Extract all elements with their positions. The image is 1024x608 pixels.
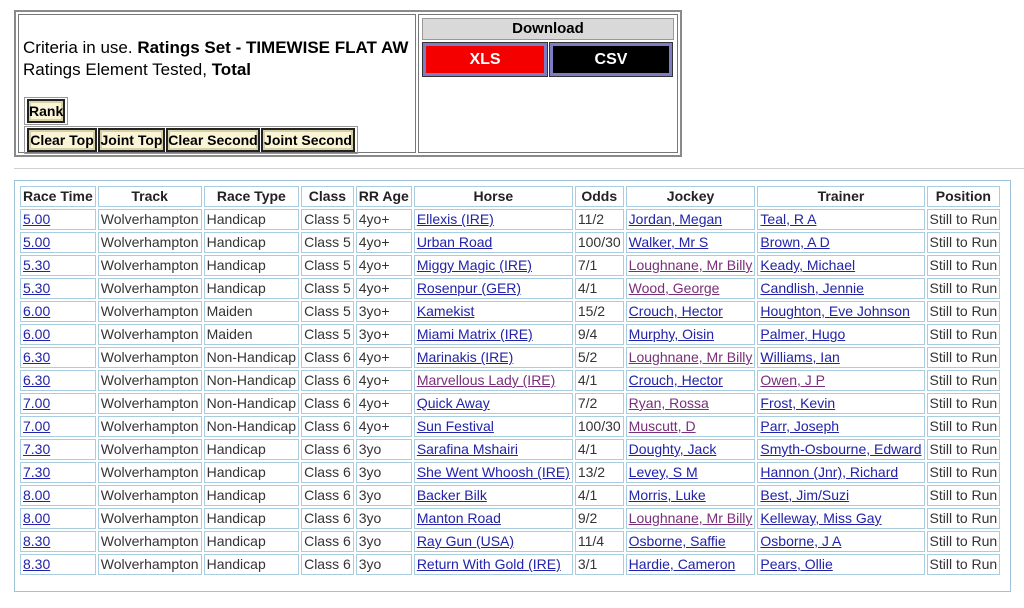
track-cell: Wolverhampton [98,393,202,414]
odds-cell: 11/4 [575,531,624,552]
trainer-link[interactable]: Best, Jim/Suzi [760,487,850,503]
table-row [20,347,1000,368]
table-row [20,508,1000,529]
column-header-race-time: Race Time [20,186,96,207]
class-cell: Class 5 [301,324,354,345]
class-cell: Class 6 [301,531,354,552]
trainer-link[interactable]: Brown, A D [760,234,830,250]
column-header-track: Track [98,186,202,207]
jockey-cell [626,508,756,529]
odds-cell: 7/1 [575,255,624,276]
jockey-cell [626,255,756,276]
rr-age-cell: 4yo+ [356,209,412,230]
race-type-cell: Maiden [204,324,300,345]
criteria-cell [18,14,416,153]
criteria-label: Criteria in use. [23,38,138,57]
table-header-row [20,186,1000,207]
jockey-link[interactable]: Doughty, Jack [628,441,717,457]
joint-top-button[interactable]: Joint Top [98,128,165,152]
race-time-cell [20,462,96,483]
trainer-link[interactable]: Keady, Michael [760,257,856,273]
table-row [20,462,1000,483]
table-row [20,209,1000,230]
horse-cell [414,485,573,506]
trainer-link[interactable]: Osborne, J A [760,533,842,549]
jockey-cell [626,209,756,230]
track-cell: Wolverhampton [98,462,202,483]
trainer-cell [757,462,924,483]
class-cell: Class 5 [301,232,354,253]
criteria-panel [14,10,682,157]
race-type-cell: Non-Handicap [204,370,300,391]
column-header-class: Class [301,186,354,207]
position-cell: Still to Run [927,324,1001,345]
jockey-link[interactable]: Morris, Luke [628,487,706,503]
class-cell: Class 6 [301,347,354,368]
race-time-cell [20,531,96,552]
trainer-cell [757,393,924,414]
odds-cell: 11/2 [575,209,624,230]
track-cell: Wolverhampton [98,278,202,299]
class-cell: Class 5 [301,209,354,230]
download-csv-button[interactable]: CSV [550,43,672,76]
race-time-link[interactable]: 5.30 [23,280,51,296]
odds-cell: 3/1 [575,554,624,575]
jockey-link[interactable]: Levey, S M [628,464,698,480]
position-cell: Still to Run [927,416,1001,437]
class-cell: Class 5 [301,255,354,276]
jockey-link[interactable]: Jordan, Megan [628,211,723,227]
track-cell: Wolverhampton [98,232,202,253]
race-time-link[interactable]: 6.00 [23,326,51,342]
table-row [20,554,1000,575]
trainer-link[interactable]: Parr, Joseph [760,418,840,434]
jockey-link[interactable]: Osborne, Saffie [628,533,726,549]
horse-cell [414,301,573,322]
jockey-cell [626,232,756,253]
track-cell: Wolverhampton [98,439,202,460]
odds-cell: 7/2 [575,393,624,414]
track-cell: Wolverhampton [98,554,202,575]
race-time-cell [20,347,96,368]
race-type-cell: Non-Handicap [204,393,300,414]
race-type-cell: Non-Handicap [204,416,300,437]
race-type-cell: Handicap [204,531,300,552]
trainer-cell [757,347,924,368]
rr-age-cell: 3yo [356,508,412,529]
class-cell: Class 6 [301,554,354,575]
trainer-cell [757,232,924,253]
race-time-link[interactable]: 7.30 [23,441,51,457]
class-cell: Class 6 [301,508,354,529]
jockey-link[interactable]: Crouch, Hector [628,303,723,319]
race-time-cell [20,370,96,391]
jockey-cell [626,554,756,575]
race-time-link[interactable]: 6.30 [23,349,51,365]
track-cell: Wolverhampton [98,416,202,437]
odds-cell: 13/2 [575,462,624,483]
jockey-cell [626,462,756,483]
jockey-cell [626,347,756,368]
horse-link[interactable]: Marvellous Lady (IRE) [416,372,556,388]
race-time-link[interactable]: 6.00 [23,303,51,319]
jockey-cell [626,439,756,460]
trainer-cell [757,209,924,230]
horse-cell [414,347,573,368]
odds-cell: 4/1 [575,278,624,299]
rr-age-cell: 3yo+ [356,324,412,345]
trainer-cell [757,255,924,276]
rr-age-cell: 3yo [356,531,412,552]
trainer-link[interactable]: Kelleway, Miss Gay [760,510,882,526]
class-cell: Class 5 [301,278,354,299]
horse-cell [414,416,573,437]
horse-cell [414,439,573,460]
trainer-cell [757,508,924,529]
class-cell: Class 6 [301,370,354,391]
horse-link[interactable]: Manton Road [416,510,501,526]
trainer-cell [757,485,924,506]
trainer-link[interactable]: Hannon (Jnr), Richard [760,464,899,480]
table-row [20,439,1000,460]
rr-age-cell: 4yo+ [356,370,412,391]
race-time-cell [20,508,96,529]
table-row [20,416,1000,437]
rank-box [24,97,68,125]
race-time-cell [20,232,96,253]
position-cell: Still to Run [927,485,1001,506]
horse-link[interactable]: Urban Road [416,234,493,250]
trainer-link[interactable]: Palmer, Hugo [760,326,846,342]
horse-link[interactable]: Marinakis (IRE) [416,349,514,365]
race-type-cell: Handicap [204,255,300,276]
race-time-link[interactable]: 8.30 [23,556,51,572]
horse-cell [414,393,573,414]
table-row [20,370,1000,391]
race-time-link[interactable]: 8.30 [23,533,51,549]
class-cell: Class 6 [301,485,354,506]
track-cell: Wolverhampton [98,370,202,391]
horse-link[interactable]: Rosenpur (GER) [416,280,522,296]
race-time-cell [20,485,96,506]
rr-age-cell: 4yo+ [356,278,412,299]
table-row [20,324,1000,345]
position-cell: Still to Run [927,508,1001,529]
table-row [20,485,1000,506]
trainer-cell [757,301,924,322]
jockey-link[interactable]: Wood, George [628,280,720,296]
race-time-link[interactable]: 8.00 [23,487,51,503]
race-type-cell: Handicap [204,232,300,253]
track-cell: Wolverhampton [98,485,202,506]
odds-cell: 100/30 [575,232,624,253]
joint-second-button[interactable]: Joint Second [261,128,355,152]
rr-age-cell: 3yo [356,439,412,460]
trainer-link[interactable]: Pears, Ollie [760,556,833,572]
clear-top-button[interactable]: Clear Top [27,128,97,152]
results-table-container [14,180,1011,592]
class-cell: Class 5 [301,301,354,322]
odds-cell: 4/1 [575,439,624,460]
horse-cell [414,232,573,253]
jockey-link[interactable]: Loughnane, Mr Billy [628,257,753,273]
column-header-horse: Horse [414,186,573,207]
rr-age-cell: 3yo+ [356,301,412,322]
odds-cell: 15/2 [575,301,624,322]
race-time-cell [20,255,96,276]
horse-cell [414,508,573,529]
position-cell: Still to Run [927,393,1001,414]
jockey-cell [626,393,756,414]
race-type-cell: Handicap [204,278,300,299]
horse-cell [414,462,573,483]
odds-cell: 9/2 [575,508,624,529]
jockey-cell [626,485,756,506]
horse-link[interactable]: Ray Gun (USA) [416,533,515,549]
rr-age-cell: 4yo+ [356,232,412,253]
track-cell: Wolverhampton [98,324,202,345]
race-time-cell [20,301,96,322]
download-xls-button[interactable]: XLS [423,43,547,76]
race-time-link[interactable]: 5.30 [23,257,51,273]
race-time-cell [20,554,96,575]
position-cell: Still to Run [927,554,1001,575]
horse-link[interactable]: Sun Festival [416,418,494,434]
rr-age-cell: 3yo [356,485,412,506]
trainer-link[interactable]: Williams, Ian [760,349,840,365]
table-row [20,301,1000,322]
track-cell: Wolverhampton [98,301,202,322]
race-time-link[interactable]: 7.30 [23,464,51,480]
horse-link[interactable]: Ellexis (IRE) [416,211,494,227]
element-value: Total [211,60,252,79]
race-type-cell: Handicap [204,462,300,483]
track-cell: Wolverhampton [98,531,202,552]
trainer-link[interactable]: Teal, R A [760,211,817,227]
race-time-link[interactable]: 6.30 [23,372,51,388]
results-table [18,184,1002,577]
trainer-cell [757,370,924,391]
race-type-cell: Handicap [204,209,300,230]
class-cell: Class 6 [301,416,354,437]
race-time-cell [20,416,96,437]
race-time-link[interactable]: 5.00 [23,211,51,227]
race-type-cell: Non-Handicap [204,347,300,368]
trainer-link[interactable]: Houghton, Eve Johnson [760,303,910,319]
jockey-link[interactable]: Muscutt, D [628,418,696,434]
position-cell: Still to Run [927,439,1001,460]
position-cell: Still to Run [927,255,1001,276]
trainer-cell [757,324,924,345]
race-time-link[interactable]: 7.00 [23,395,51,411]
trainer-link[interactable]: Candlish, Jennie [760,280,864,296]
race-time-link[interactable]: 5.00 [23,234,51,250]
rank-button[interactable]: Rank [27,99,65,123]
jockey-cell [626,416,756,437]
position-cell: Still to Run [927,278,1001,299]
table-body [20,209,1000,575]
trainer-cell [757,439,924,460]
odds-cell: 4/1 [575,485,624,506]
position-cell: Still to Run [927,232,1001,253]
horse-link[interactable]: Kamekist [416,303,475,319]
horse-cell [414,554,573,575]
column-header-rr-age: RR Age [356,186,412,207]
race-type-cell: Handicap [204,485,300,506]
class-cell: Class 6 [301,393,354,414]
horse-cell [414,531,573,552]
jockey-cell [626,301,756,322]
position-cell: Still to Run [927,531,1001,552]
trainer-cell [757,554,924,575]
jockey-link[interactable]: Loughnane, Mr Billy [628,349,753,365]
horse-link[interactable]: Sarafina Mshairi [416,441,518,457]
trainer-cell [757,416,924,437]
odds-cell: 4/1 [575,370,624,391]
race-time-cell [20,278,96,299]
trainer-cell [757,531,924,552]
race-time-cell [20,439,96,460]
table-row [20,531,1000,552]
horse-cell [414,278,573,299]
trainer-link[interactable]: Owen, J P [760,372,826,388]
horse-link[interactable]: Backer Bilk [416,487,487,503]
position-cell: Still to Run [927,301,1001,322]
class-cell: Class 6 [301,439,354,460]
jockey-cell [626,278,756,299]
jockey-link[interactable]: Murphy, Oisin [628,326,714,342]
horse-cell [414,209,573,230]
element-label: Ratings Element Tested, [23,60,212,79]
table-row [20,393,1000,414]
race-time-cell [20,393,96,414]
column-header-jockey: Jockey [626,186,756,207]
rr-age-cell: 3yo [356,554,412,575]
column-header-race-type: Race Type [204,186,300,207]
race-type-cell: Handicap [204,554,300,575]
race-time-cell [20,324,96,345]
jockey-link[interactable]: Hardie, Cameron [628,556,736,572]
criteria-ratings-set [23,38,408,58]
table-row [20,255,1000,276]
clear-second-button[interactable]: Clear Second [166,128,260,152]
race-time-link[interactable]: 8.00 [23,510,51,526]
position-cell: Still to Run [927,347,1001,368]
track-cell: Wolverhampton [98,255,202,276]
horse-link[interactable]: She Went Whoosh (IRE) [416,464,570,480]
track-cell: Wolverhampton [98,347,202,368]
horse-link[interactable]: Miami Matrix (IRE) [416,326,533,342]
horse-link[interactable]: Miggy Magic (IRE) [416,257,532,273]
jockey-cell [626,324,756,345]
odds-cell: 100/30 [575,416,624,437]
race-time-link[interactable]: 7.00 [23,418,51,434]
horse-link[interactable]: Return With Gold (IRE) [416,556,561,572]
jockey-link[interactable]: Ryan, Rossa [628,395,709,411]
rr-age-cell: 4yo+ [356,393,412,414]
jockey-cell [626,370,756,391]
criteria-value: Ratings Set - TIMEWISE FLAT AW [137,38,409,57]
trainer-link[interactable]: Frost, Kevin [760,395,836,411]
table-row [20,278,1000,299]
position-cell: Still to Run [927,209,1001,230]
section-divider [14,168,1024,169]
download-cell [418,14,678,153]
track-cell: Wolverhampton [98,508,202,529]
position-cell: Still to Run [927,462,1001,483]
jockey-link[interactable]: Crouch, Hector [628,372,723,388]
class-cell: Class 6 [301,462,354,483]
jockey-cell [626,531,756,552]
column-header-trainer: Trainer [757,186,924,207]
filter-box [24,126,358,154]
race-time-cell [20,209,96,230]
trainer-link[interactable]: Smyth-Osbourne, Edward [760,441,922,457]
rr-age-cell: 3yo [356,462,412,483]
horse-cell [414,324,573,345]
odds-cell: 5/2 [575,347,624,368]
race-type-cell: Handicap [204,508,300,529]
race-type-cell: Maiden [204,301,300,322]
column-header-odds: Odds [575,186,624,207]
criteria-ratings-element [23,60,251,80]
table-row [20,232,1000,253]
rr-age-cell: 4yo+ [356,255,412,276]
download-header: Download [422,18,674,40]
track-cell: Wolverhampton [98,209,202,230]
horse-cell [414,255,573,276]
horse-link[interactable]: Quick Away [416,395,490,411]
horse-cell [414,370,573,391]
trainer-cell [757,278,924,299]
jockey-link[interactable]: Loughnane, Mr Billy [628,510,753,526]
position-cell: Still to Run [927,370,1001,391]
rr-age-cell: 4yo+ [356,347,412,368]
column-header-position: Position [927,186,1001,207]
jockey-link[interactable]: Walker, Mr S [628,234,709,250]
race-type-cell: Handicap [204,439,300,460]
rr-age-cell: 4yo+ [356,416,412,437]
odds-cell: 9/4 [575,324,624,345]
